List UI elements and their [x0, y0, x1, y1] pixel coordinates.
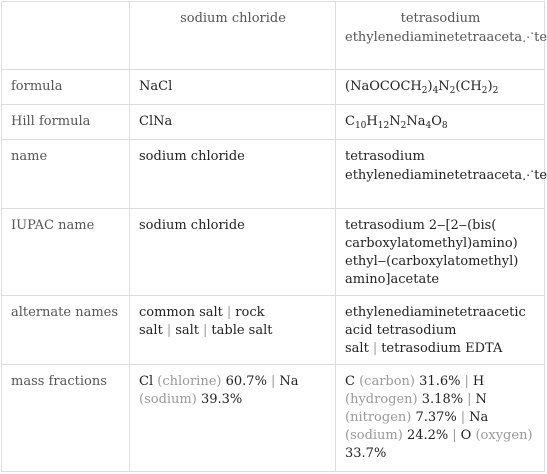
cell-formula-sodium-chloride: NaCl [130, 70, 336, 105]
row-label-hill-formula: Hill formula [2, 105, 130, 140]
cell-iupac-tetrasodium-edta: tetrasodium 2‒[2‒(bis( carboxylatomethyl)amino) ethyl‒(carboxylatomethyl) amino]acetate [336, 209, 545, 296]
cell-mass-sodium-chloride: Cl (chlorine) 60.7% | Na (sodium) 39.3% [130, 365, 336, 472]
cell-hill-tetrasodium-edta: $C_{10}H_{12}N_2Na_4O_8$ [336, 105, 545, 140]
table-row-hill-formula [2, 105, 545, 140]
cell-alt-sodium-chloride: common salt | rock salt | salt | table salt [130, 296, 336, 365]
table-row-formula [2, 70, 545, 105]
row-label-formula: formula [2, 70, 130, 105]
column-header-tetrasodium-edta: tetrasodium ethylenediaminetetraaceta⋰te [336, 2, 545, 70]
cell-iupac-sodium-chloride: sodium chloride [130, 209, 336, 296]
table-row-alternate-names [2, 296, 545, 365]
row-label-mass-fractions: mass fractions [2, 365, 130, 472]
cell-hill-sodium-chloride: ClNa [130, 105, 336, 140]
properties-table [1, 1, 545, 472]
corner-cell [2, 2, 130, 70]
cell-mass-tetrasodium-edta: C (carbon) 31.6% | H (hydrogen) 3.18% | N (nitrogen) 7.37% | Na (sodium) 24.2% | O (oxygen) 33.7% [336, 365, 545, 472]
cell-formula-tetrasodium-edta: $(NaOCOCH_2)_4N_2(CH_2)_2$ [336, 70, 545, 105]
table-row-mass-fractions [2, 365, 545, 472]
cell-name-sodium-chloride: sodium chloride [130, 140, 336, 209]
table-row-iupac-name [2, 209, 545, 296]
table-row-name [2, 140, 545, 209]
row-label-iupac-name: IUPAC name [2, 209, 130, 296]
row-label-alternate-names: alternate names [2, 296, 130, 365]
header-row [2, 2, 545, 70]
column-header-sodium-chloride: sodium chloride [130, 2, 336, 70]
row-label-name: name [2, 140, 130, 209]
cell-name-tetrasodium-edta: tetrasodium ethylenediaminetetraaceta⋰te [336, 140, 545, 209]
cell-alt-tetrasodium-edta: ethylenediaminetetraacetic acid tetrasodium salt | tetrasodium EDTA [336, 296, 545, 365]
